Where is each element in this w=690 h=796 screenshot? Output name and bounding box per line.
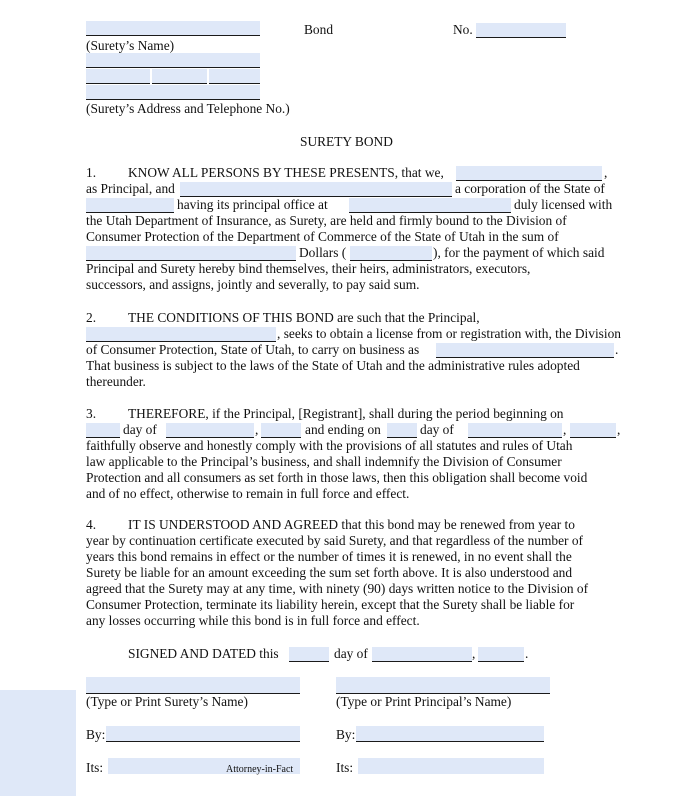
p1-line-7: Principal and Surety hereby bind themselves, their heirs, administrators, executors, [86,261,531,276]
p1-line-6a: Dollars ( [299,245,347,260]
p4-line-3: years this bond remains in effect or the number of times it is renewed, in no event shall the [86,549,572,564]
p1-line-6b: ), for the payment of which said [433,245,605,260]
p3-line-1: THEREFORE, if the Principal, [Registrant], shall during the period beginning on [128,406,564,421]
p4-line-7: any losses occurring while this bond is in full force and effect. [86,613,420,628]
p3-line-2d: day of [420,422,454,437]
p2-period: . [615,342,619,357]
surety-print-name-label: (Type or Print Surety’s Name) [86,694,248,709]
margin-highlight-box [0,690,76,796]
amount-numeric-field[interactable] [350,246,432,261]
p3-line-6: and of no effect, otherwise to remain in full force and effect. [86,486,410,501]
principal-title-field[interactable] [358,758,544,774]
signed-day-field[interactable] [289,647,329,662]
principal-by-label: By: [336,727,356,742]
end-month-field[interactable] [468,423,562,438]
end-year-field[interactable] [570,423,616,438]
principal-print-name-label: (Type or Print Principal’s Name) [336,694,512,709]
p3-line-5: Protection and all consumers as set forth in those laws, then this obligation shall become void [86,470,588,485]
surety-name-field[interactable] [86,21,260,36]
bond-label: Bond [304,22,334,37]
p1-line-1: KNOW ALL PERSONS BY THESE PRESENTS, that we, [128,165,444,180]
p2-line-4: That business is subject to the laws of the State of Utah and the administrative rules adopted [86,358,580,373]
surety-company-field[interactable] [180,182,452,197]
p1-number: 1. [86,165,97,180]
principal-name-field-2[interactable] [86,327,276,342]
start-year-field[interactable] [261,423,301,438]
surety-address-field-2[interactable] [86,69,150,84]
p2-line-1: THE CONDITIONS OF THIS BOND are such that the Principal, [128,310,480,325]
signed-year-field[interactable] [478,647,524,662]
surety-address-field-4[interactable] [209,69,260,84]
start-month-field[interactable] [166,423,254,438]
p1-line-3a: having its principal office at [177,197,328,212]
surety-address-field-3[interactable] [152,69,207,84]
business-name-field[interactable] [436,343,614,358]
surety-its-label: Its: [86,760,104,775]
signed-day-of-label: day of [334,646,368,661]
signed-dated-label: SIGNED AND DATED this [128,646,279,661]
surety-address-field-5[interactable] [86,85,260,100]
surety-address-label: (Surety’s Address and Telephone No.) [86,101,290,116]
p3-comma-3: , [617,422,621,437]
p1-line-8: successors, and assigns, jointly and severally, to pay said sum. [86,277,420,292]
surety-address-field-1[interactable] [86,53,260,68]
bond-number-field[interactable] [476,23,566,38]
amount-words-field[interactable] [86,246,296,261]
p3-comma-1: , [255,422,259,437]
bond-number-label: No. [453,22,473,37]
surety-signature-field[interactable] [106,726,300,742]
principal-print-name-field[interactable] [336,677,550,694]
signed-month-field[interactable] [372,647,472,662]
p4-line-2: year by continuation certificate executed by said Surety, and that regardless of the number of [86,533,584,548]
p1-line-5: Consumer Protection of the Department of Commerce of the State of Utah in the sum of [86,229,559,244]
surety-name-label: (Surety’s Name) [86,38,175,53]
principal-office-field[interactable] [349,198,511,213]
p4-line-6: Consumer Protection, terminate its liability herein, except that the Surety shall be liable for [86,597,575,612]
p4-line-4: Surety be liable for an amount exceeding the sum set forth above. It is also understood and [86,565,573,580]
p4-number: 4. [86,517,97,532]
p2-line-2: , seeks to obtain a license from or registration with, the Division [277,326,621,341]
p3-line-3: faithfully observe and honestly comply with the provisions of all statutes and rules of Utah [86,438,573,453]
principal-signature-field[interactable] [356,726,544,742]
p3-line-2a: day of [123,422,157,437]
surety-by-label: By: [86,727,106,742]
signed-period: . [525,646,529,661]
principal-its-label: Its: [336,760,354,775]
principal-name-field[interactable] [456,166,602,181]
p3-line-4: law applicable to the Principal’s business, and shall indemnify the Division of Consumer [86,454,562,469]
p3-line-2c: and ending on [305,422,381,437]
p2-line-5: thereunder. [86,374,146,389]
start-day-field[interactable] [86,423,120,438]
p4-line-1: IT IS UNDERSTOOD AND AGREED that this bond may be renewed from year to [128,517,575,532]
signed-comma: , [472,646,476,661]
state-of-corporation-field[interactable] [86,198,174,213]
p1-line-2b: a corporation of the State of [455,181,605,196]
attorney-in-fact-label: Attorney-in-Fact [226,764,294,775]
p1-comma: , [604,165,608,180]
p1-line-3b: duly licensed with [514,197,613,212]
p1-line-2a: as Principal, and [86,181,175,196]
surety-print-name-field[interactable] [86,677,300,694]
document-title: SURETY BOND [300,134,393,149]
p3-number: 3. [86,406,97,421]
p3-comma-2: , [563,422,567,437]
p2-number: 2. [86,310,97,325]
p1-line-4: the Utah Department of Insurance, as Surety, are held and firmly bound to the Division of [86,213,567,228]
end-day-field[interactable] [387,423,417,438]
p4-line-5: agreed that the Surety may at any time, with ninety (90) days written notice to the Division of [86,581,589,596]
p2-line-3: of Consumer Protection, State of Utah, to carry on business as [86,342,420,357]
